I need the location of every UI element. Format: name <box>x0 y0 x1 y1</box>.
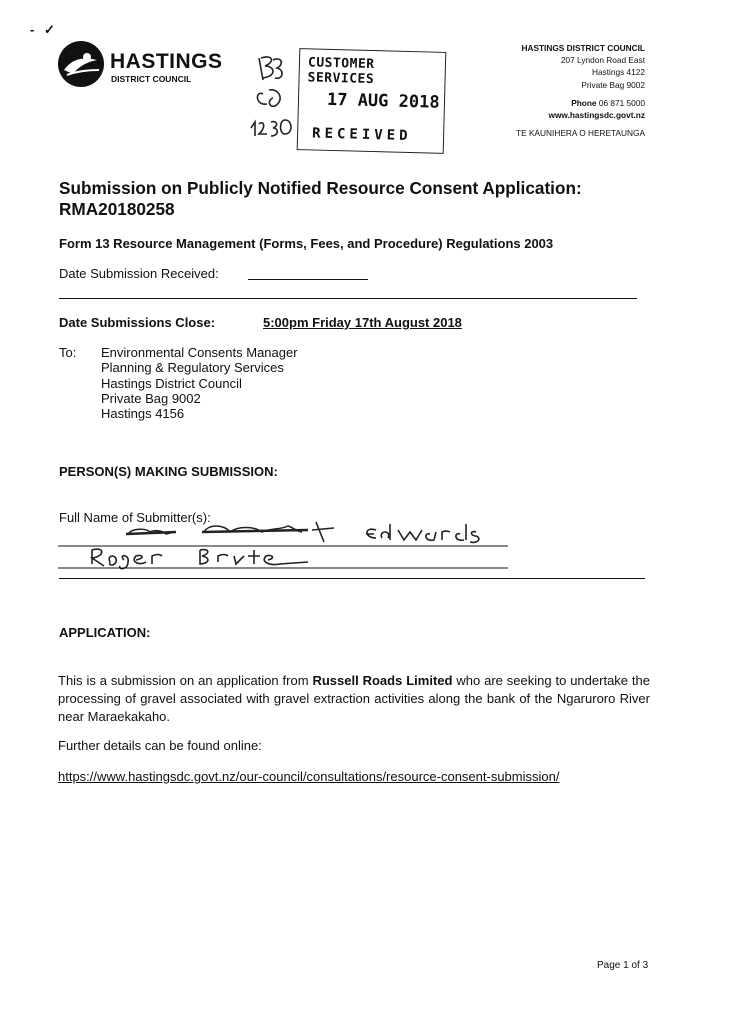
logo-wordmark: HASTINGS <box>110 50 223 73</box>
date-received-label: Date Submission Received: <box>59 266 219 281</box>
website: www.hastingsdc.govt.nz <box>548 110 645 121</box>
to-label: To: <box>59 345 77 360</box>
recipient-address <box>101 345 298 421</box>
page-number: Page 1 of 3 <box>597 960 649 971</box>
full-name-label: Full Name of Submitter(s): <box>59 510 211 525</box>
application-text-post: who are seeking to undertake the processing of gravel associated with gravel extraction activities along the bank of the Ngaruroro River near Maraekakaho. <box>58 673 650 724</box>
corner-marks: - ✓ <box>30 22 58 37</box>
recipient-line: Hastings 4156 <box>101 406 185 422</box>
application-heading: APPLICATION: <box>59 625 151 640</box>
recipient-line: Environmental Consents Manager <box>101 345 298 360</box>
address-line-3: Private Bag 9002 <box>581 79 645 90</box>
handwritten-submitter-names <box>58 512 508 572</box>
council-address-block <box>516 42 645 139</box>
name-field-line[interactable] <box>59 578 645 579</box>
stamp-date: 17 AUG 2018 <box>326 89 440 113</box>
submission-link[interactable]: https://www.hastingsdc.govt.nz/our-council/consultations/resource-consent-submission/ <box>58 769 560 784</box>
stamp-received: RECEIVED <box>311 125 412 145</box>
title-line-2: RMA20180258 <box>59 199 175 219</box>
stamp-customer-services: CUSTOMER SERVICES <box>307 55 375 88</box>
application-text-pre: This is a submission on an application from <box>58 673 309 688</box>
recipient-line: Private Bag 9002 <box>101 390 201 406</box>
close-date-label: Date Submissions Close: <box>59 315 216 330</box>
received-stamp <box>297 48 447 154</box>
section-divider <box>59 298 637 299</box>
council-name: HASTINGS DISTRICT COUNCIL <box>521 43 645 53</box>
further-details-text: Further details can be found online: <box>58 738 262 753</box>
persons-heading: PERSON(S) MAKING SUBMISSION: <box>59 464 278 479</box>
form-reference: Form 13 Resource Management (Forms, Fees, and Procedure) Regulations 2003 <box>59 236 554 251</box>
recipient-line: Planning & Regulatory Services <box>101 360 284 376</box>
applicant-name: Russell Roads Limited <box>312 673 453 688</box>
application-description <box>58 672 650 726</box>
close-date-value: 5:00pm Friday 17th August 2018 <box>263 315 462 330</box>
maori-name: TE KAUNIHERA O HERETAUNGA <box>516 128 645 139</box>
phone-line <box>516 97 645 109</box>
page-title <box>59 178 582 220</box>
handwritten-note <box>245 50 305 140</box>
title-line-1: Submission on Publicly Notified Resource Consent Application: <box>59 178 582 198</box>
logo-subtitle: DISTRICT COUNCIL <box>111 74 192 84</box>
date-received-field-line[interactable] <box>248 279 368 280</box>
address-line-2: Hastings 4122 <box>591 67 645 78</box>
hastings-logo-icon <box>57 40 105 88</box>
address-line-1: 207 Lyndon Road East <box>560 55 645 66</box>
recipient-line: Hastings District Council <box>101 375 242 391</box>
phone-number: 06 871 5000 <box>598 97 645 108</box>
phone-label: Phone <box>571 97 597 108</box>
